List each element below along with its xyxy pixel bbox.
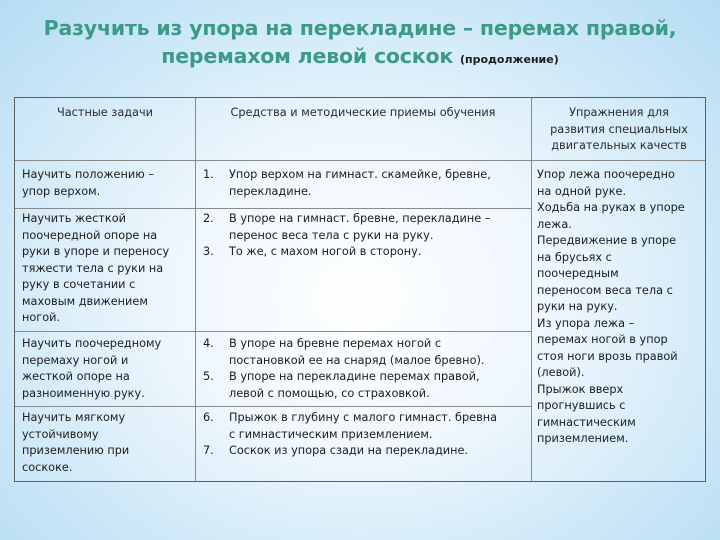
task-cell [22,336,161,402]
method-text: Соскок из упора сзади на перекладине. [229,444,469,457]
method-number: 6. [203,411,214,424]
task-cell [22,211,169,327]
method-line [203,386,484,403]
methods-cell [203,211,490,261]
exercise-line: переносом веса тела с [537,283,673,297]
header-exercises [531,105,707,155]
method-number: 7. [203,444,214,457]
method-number: 1. [203,168,214,181]
method-text: В упоре на гимнаст. бревне, перекладине – [229,212,491,225]
exercise-line: на одной руке. [537,184,627,198]
method-line [203,184,491,201]
slide-title-line1: Разучить из упора на перекладине – перемах правой, [43,16,677,40]
task-line: приземлению при [22,444,130,457]
exercise-line: прогнувшись с [537,399,626,412]
task-line: руки в упоре и переносу [22,245,170,258]
exercise-line: руки на руку. [537,300,618,313]
method-line [203,244,490,261]
task-line: маховым движением [22,294,148,308]
task-line: устойчивому [22,427,99,441]
task-line: разноименную руку. [22,386,145,400]
exercise-line: Прыжок вверх [537,382,624,396]
task-line: руку в сочетании с [22,278,136,291]
header-methods [195,105,531,122]
methods-cell [203,336,484,402]
exercise-line: приземлением. [537,432,629,445]
task-line: Научить жесткой [22,212,126,225]
slide-title-line2 [0,42,720,74]
header-line: Упражнения для [569,106,669,119]
method-line [203,369,484,386]
method-line [203,410,497,427]
row-divider-1 [15,208,531,209]
exercise-line: на брусьях с [537,250,612,264]
exercise-line: Ходьба на руках в упоре [537,201,685,214]
task-line: Научить поочередному [22,337,162,350]
method-text: с гимнастическим приземлением. [229,427,433,441]
slide-title-line2-main: перемахом левой соскок [161,44,454,68]
task-line: упор верхом. [22,184,101,198]
header-line: Средства и методические приемы обучения [230,106,496,119]
exercise-line: стоя ноги врозь правой [537,349,678,363]
task-line: поочередной опоре на [22,228,158,242]
methods-table [14,97,706,482]
method-line [203,353,484,370]
methods-cell [203,167,491,200]
slide-title-suffix: (продолжение) [459,53,559,66]
method-number: 2. [203,212,214,225]
method-text: То же, с махом ногой в сторону. [229,245,422,258]
exercise-line: лежа. [537,217,572,231]
exercise-line: гимнастическим [537,415,636,429]
method-text: постановкой ее на снаряд (малое бревно). [229,353,485,367]
method-line [203,336,484,353]
header-divider [15,160,705,161]
method-text: перекладине. [229,184,312,198]
method-text: Прыжок в глубину с малого гимнаст. бревна [229,411,498,424]
task-line: ногой. [22,311,61,324]
task-line: соскоке. [22,460,73,474]
task-line: Научить положению – [22,168,154,181]
method-text: В упоре на бревне перемах ногой с [229,337,442,350]
method-line [203,427,497,444]
exercise-line: (левой). [537,366,585,379]
header-line: развития специальных [550,122,688,136]
column-divider-2 [531,98,532,481]
method-text: левой с помощью, со страховкой. [229,386,430,400]
exercise-line: Из упора лежа – [537,316,635,330]
method-text: Упор верхом на гимнаст. скамейке, бревне, [229,168,491,181]
header-tasks [15,105,195,122]
method-line [203,211,490,228]
method-number: 4. [203,337,214,350]
task-line: тяжести тела с руки на [22,261,164,275]
column-divider-1 [195,98,196,481]
task-line: Научить мягкому [22,411,126,424]
row-divider-3 [15,406,531,407]
method-number: 3. [203,245,214,258]
method-text: В упоре на перекладине перемах правой, [229,370,480,383]
exercises-cell [537,167,685,448]
task-cell [22,167,154,200]
exercise-line: перемах ногой в упор [537,333,668,346]
task-cell [22,410,129,476]
method-line [203,228,490,245]
method-line [203,167,491,184]
row-divider-2 [15,331,531,332]
method-text: перенос веса тела с руки на руку. [229,228,434,242]
method-number: 5. [203,370,214,383]
task-line: жесткой опоре на [22,370,130,383]
exercise-line: Передвижение в упоре [537,234,677,247]
header-line: двигательных качеств [551,139,687,152]
task-line: перемаху ногой и [22,353,129,367]
exercise-line: поочередным [537,267,619,280]
methods-cell [203,410,497,460]
slide-title [0,14,720,74]
method-line [203,443,497,460]
header-line: Частные задачи [57,106,153,119]
exercise-line: Упор лежа поочередно [537,168,675,181]
